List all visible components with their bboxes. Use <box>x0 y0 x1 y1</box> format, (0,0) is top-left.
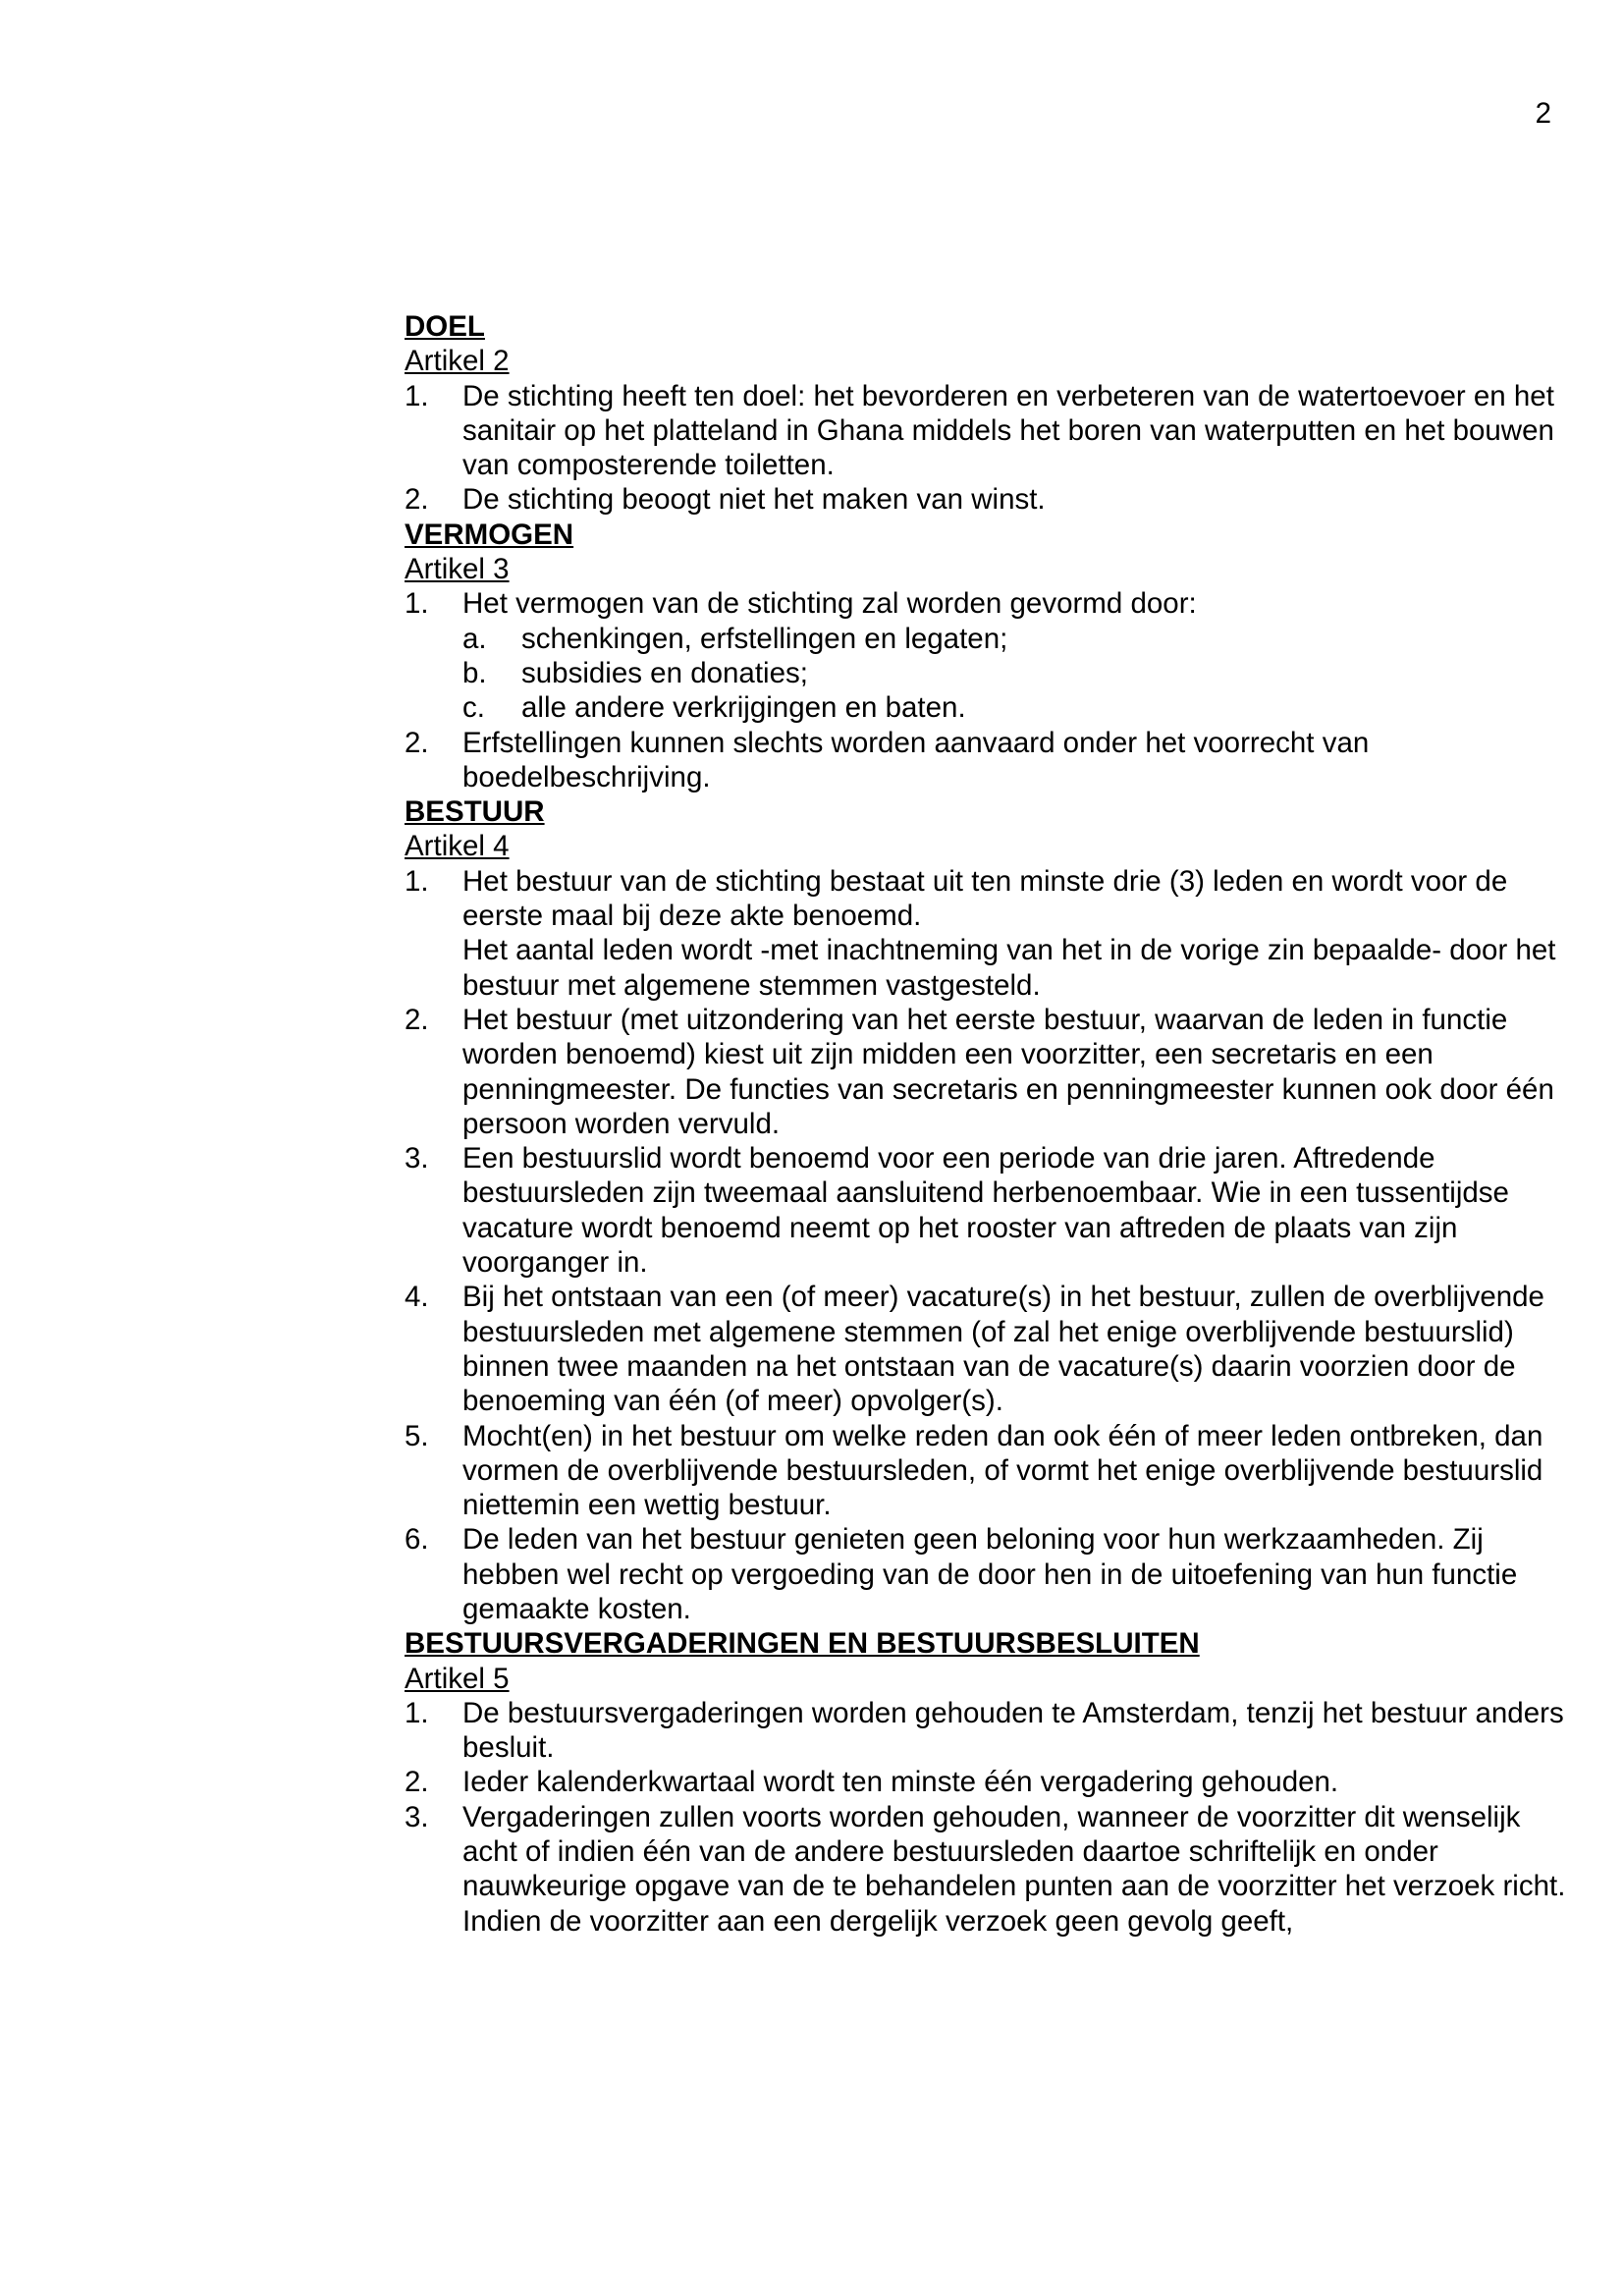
list-item <box>405 1419 1573 1523</box>
item-text: Een bestuurslid wordt benoemd voor een periode van drie jaren. Aftredende bestuursleden zijn tweemaal aansluitend herbenoembaar. Wie in een tussentijdse vacature wordt benoemd neemt op het rooster van aftreden de plaats van zijn voorganger in. <box>462 1142 1509 1280</box>
section-heading: VERMOGEN <box>405 518 574 551</box>
item-text: Erfstellingen kunnen slechts worden aanvaard onder het voorrecht van boedelbeschrijving. <box>462 726 1370 793</box>
sub-list-item <box>405 622 1573 656</box>
item-number: 1. <box>405 587 429 621</box>
sub-list-item <box>405 690 1573 725</box>
item-text: alle andere verkrijgingen en baten. <box>521 691 966 725</box>
item-text: De stichting heeft ten doel: het bevorderen en verbeteren van de watertoevoer en het sanitair op het platteland in Ghana middels het boren van waterputten en het bouwen van composterende toiletten. <box>462 379 1554 482</box>
list-item <box>405 1800 1573 1939</box>
item-text: Mocht(en) in het bestuur om welke reden dan ook één of meer leden ontbreken, dan vormen de overblijvende bestuursleden, of vormt het enige overblijvende bestuurslid niettemin een wettig bestuur. <box>462 1419 1543 1522</box>
item-text: subsidies en donaties; <box>521 656 808 689</box>
item-text: De leden van het bestuur genieten geen beloning voor hun werkzaamheden. Zij hebben wel recht op vergoeding van de door hen in de uitoefening van hun functie gemaakte kosten. <box>462 1523 1518 1625</box>
item-number: 6. <box>405 1523 429 1557</box>
item-text: De stichting beoogt niet het maken van winst. <box>462 483 1046 517</box>
article-title: Artikel 5 <box>405 1662 510 1695</box>
item-text: De bestuursvergaderingen worden gehouden te Amsterdam, tenzij het bestuur anders besluit. <box>462 1696 1564 1765</box>
list-item <box>405 1765 1573 1799</box>
item-text: schenkingen, erfstellingen en legaten; <box>521 622 1008 655</box>
item-letter: a. <box>462 622 487 655</box>
list-item <box>405 1522 1573 1626</box>
item-text: Het bestuur (met uitzondering van het eerste bestuur, waarvan de leden in functie worden benoemd) kiest uit zijn midden een voorzitter, een secretaris en een penningmeester. De functies van secretaris en penningmeester kunnen ook door één persoon worden vervuld. <box>462 1003 1554 1140</box>
list-item <box>405 482 1573 517</box>
item-text: Ieder kalenderkwartaal wordt ten minste één vergadering gehouden. <box>462 1766 1339 1799</box>
item-number: 4. <box>405 1281 429 1314</box>
item-number: 1. <box>405 864 429 898</box>
list-item <box>405 1280 1573 1418</box>
item-number: 5. <box>405 1419 429 1452</box>
list-item <box>405 586 1573 621</box>
item-letter: b. <box>462 656 487 689</box>
sub-list-item <box>405 656 1573 690</box>
item-number: 1. <box>405 379 429 412</box>
item-letter: c. <box>462 691 485 725</box>
list-item <box>405 379 1573 483</box>
list-item <box>405 1696 1573 1766</box>
article-title: Artikel 3 <box>405 553 510 586</box>
item-number: 2. <box>405 1766 429 1799</box>
section-heading: BESTUUR <box>405 795 545 829</box>
item-number: 1. <box>405 1696 429 1729</box>
item-number: 2. <box>405 1003 429 1036</box>
page-number: 2 <box>1535 97 1551 130</box>
item-number: 2. <box>405 483 429 517</box>
item-number: 3. <box>405 1142 429 1175</box>
item-text: Het bestuur van de stichting bestaat uit ten minste drie (3) leden en wordt voor de eerste maal bij deze akte benoemd. <box>462 864 1508 933</box>
section-heading: DOEL <box>405 310 485 343</box>
item-number: 2. <box>405 726 429 759</box>
article-title: Artikel 4 <box>405 830 510 863</box>
list-item <box>405 1141 1573 1280</box>
article-title: Artikel 2 <box>405 345 510 378</box>
item-text: Bij het ontstaan van een (of meer) vacature(s) in het bestuur, zullen de overblijvende bestuursleden met algemene stemmen (of zal het enige overblijvende bestuurslid) binnen twee maanden na het ontstaan van de vacature(s) daarin voorzien door de benoeming van één (of meer) opvolger(s). <box>462 1281 1544 1418</box>
list-item <box>405 1003 1573 1141</box>
section-heading: BESTUURSVERGADERINGEN EN BESTUURSBESLUITEN <box>405 1627 1200 1661</box>
document-body <box>405 309 1573 1939</box>
list-item <box>405 726 1573 795</box>
item-text-continued: Het aantal leden wordt -met inachtneming van het in de vorige zin bepaalde- door het bestuur met algemene stemmen vastgesteld. <box>462 934 1556 1002</box>
item-text: Het vermogen van de stichting zal worden gevormd door: <box>462 587 1197 621</box>
item-number: 3. <box>405 1800 429 1833</box>
list-item <box>405 864 1573 1003</box>
item-text: Vergaderingen zullen voorts worden gehouden, wanneer de voorzitter dit wenselijk acht of indien één van de andere bestuursleden daartoe schriftelijk en onder nauwkeurige opgave van de te behandelen punten aan de voorzitter het verzoek richt. Indien de voorzitter aan een dergelijk verzoek geen gevolg geeft, <box>462 1800 1566 1938</box>
